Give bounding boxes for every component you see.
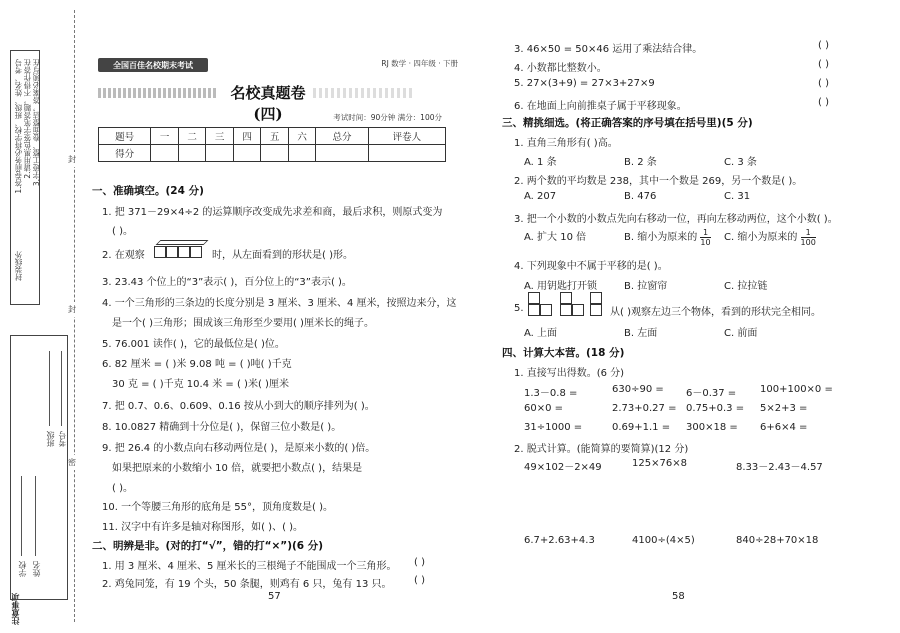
- question-9-line-2: 如果把原来的小数缩小 10 倍，就要把小数点( )，结果是: [112, 463, 363, 474]
- choice-3-option-b-text: B. 缩小为原来的: [624, 232, 698, 243]
- judge-4-answer[interactable]: ( ): [818, 59, 829, 70]
- question-6-line-2: 30 克 = ( )千克 10.4 米 = ( )米( )厘米: [112, 379, 289, 390]
- student-info-box: [10, 335, 68, 600]
- question-8: 8. 10.0827 精确到十分位是( )，保留三位小数是( )。: [102, 422, 342, 433]
- choice-2-option-b[interactable]: B. 476: [624, 191, 657, 202]
- exam-title: 名校真题卷(四): [230, 84, 306, 123]
- question-4-line-1: 4. 一个三角形的三条边的长度分别是 3 厘米、3 厘米、4 厘米，按照边来分，这: [102, 298, 457, 309]
- choice-3: 3. 把一个小数的小数点先向右移动一位，再向左移动两位，这个小数( )。: [514, 214, 838, 225]
- judge-2: 2. 鸡兔同笼，有 19 个头，50 条腿，则鸡有 6 只，兔有 13 只。: [102, 579, 392, 590]
- name-line: [35, 476, 36, 556]
- choice-4-option-b[interactable]: B. 拉窗帘: [624, 281, 668, 292]
- judge-5-answer[interactable]: ( ): [818, 78, 829, 89]
- seal-word-feng: 封: [68, 152, 76, 167]
- score-header: 二: [178, 128, 206, 145]
- score-row: [99, 145, 446, 162]
- question-10: 10. 一个等腰三角形的底角是 55°，顶角度数是( )。: [102, 502, 333, 513]
- section-1-title: 一、准确填空。(24 分): [92, 185, 204, 197]
- cube: [560, 292, 572, 304]
- fraction-numerator: 1: [700, 228, 710, 238]
- cube: [190, 246, 202, 258]
- choice-1-option-c[interactable]: C. 3 条: [724, 157, 757, 168]
- choice-5-option-a[interactable]: A. 上面: [524, 328, 558, 339]
- score-header: 三: [206, 128, 234, 145]
- fraction-one-hundredth: [801, 228, 816, 247]
- question-11: 11. 汉字中有许多是轴对称图形，如( )、( )。: [102, 522, 304, 533]
- score-table: [98, 127, 446, 162]
- calc-item: 60×0 =: [524, 403, 564, 414]
- fraction-denominator: 100: [800, 237, 816, 247]
- choice-1: 1. 直角三角形有( )高。: [514, 138, 618, 149]
- fraction-one-tenth: [700, 228, 710, 247]
- notice-line-1: 1.答卷前务必将学校、班级、姓名、考号: [14, 59, 23, 194]
- judge-1-answer[interactable]: ( ): [414, 557, 425, 568]
- judge-3: 3. 46×50 = 50×46 运用了乘法结合律。: [514, 44, 703, 55]
- score-header: 总分: [316, 128, 368, 145]
- question-3: 3. 23.43 个位上的“3”表示( )，百分位上的“3”表示( )。: [102, 277, 352, 288]
- fraction-denominator: 10: [700, 237, 711, 247]
- notice-line-2: 2.请用黑色签字笔答题，不得作答在: [23, 59, 32, 179]
- judge-1: 1. 用 3 厘米、4 厘米、5 厘米长的三根绳子不能围成一个三角形。: [102, 561, 397, 572]
- notice-line-3: 3.字迹工整、卷面整洁，答案必须写在: [32, 59, 41, 187]
- score-header: 六: [288, 128, 316, 145]
- choice-1-option-b[interactable]: B. 2 条: [624, 157, 657, 168]
- score-cell[interactable]: [233, 145, 261, 162]
- score-cell[interactable]: [178, 145, 206, 162]
- three-objects-figure: [528, 290, 608, 318]
- score-header: 题号: [99, 128, 151, 145]
- calc-item: 630÷90 =: [612, 384, 664, 395]
- question-1-line-2: ( )。: [112, 226, 133, 237]
- question-9-line-1: 9. 把 26.4 的小数点向右移动两位是( )，是原来小数的( )倍。: [102, 443, 376, 454]
- choice-5-text: 从( )观察左边三个物体，看到的形状完全相同。: [610, 307, 821, 318]
- score-cell[interactable]: [261, 145, 289, 162]
- choice-5-number: 5.: [514, 303, 524, 314]
- cube: [528, 304, 540, 316]
- cube: [528, 292, 540, 304]
- score-header: 四: [233, 128, 261, 145]
- school-line: [21, 476, 22, 556]
- score-header: 五: [261, 128, 289, 145]
- score-cell[interactable]: [316, 145, 368, 162]
- judge-3-answer[interactable]: ( ): [818, 40, 829, 51]
- choice-3-option-b[interactable]: [624, 226, 711, 250]
- choice-4: 4. 下列现象中不属于平移的是( )。: [514, 261, 668, 272]
- cube: [590, 304, 602, 316]
- calc-item: 1.3－0.8 =: [524, 388, 578, 399]
- question-6-line-1: 6. 82 厘米 = ( )米 9.08 吨 = ( )吨( )千克: [102, 359, 292, 370]
- fraction-numerator: 1: [801, 228, 816, 238]
- cube-row-figure: [154, 240, 210, 262]
- judge-4: 4. 小数都比整数小。: [514, 63, 607, 74]
- choice-5-option-c[interactable]: C. 前面: [724, 328, 758, 339]
- seal-word-feng-2: 封: [68, 302, 76, 317]
- cube: [154, 246, 166, 258]
- calc-item: 6+6×4 =: [760, 422, 808, 433]
- question-2-text: 时，从左面看到的形状是( )形。: [212, 250, 353, 261]
- choice-3-option-c[interactable]: [724, 226, 816, 250]
- calc-item: 31÷1000 =: [524, 422, 583, 433]
- score-cell[interactable]: [288, 145, 316, 162]
- series-label: RJ 数学 · 四年级 · 下册: [381, 59, 458, 68]
- section-4-title: 四、计算大本营。(18 分): [502, 347, 625, 359]
- choice-3-option-c-text: C. 缩小为原来的: [724, 232, 798, 243]
- page-number-left: 57: [268, 591, 281, 602]
- question-2-prefix: 2. 在观察: [102, 250, 145, 261]
- score-header: 一: [151, 128, 179, 145]
- calc-item: 0.69+1.1 =: [612, 422, 671, 433]
- seal-word-mi: 密: [68, 455, 76, 470]
- calc-item: 0.75+0.3 =: [686, 403, 745, 414]
- score-header-row: [99, 128, 446, 145]
- calc-expression: 125×76×8: [632, 458, 687, 469]
- calc-item: 2.73+0.27 =: [612, 403, 677, 414]
- title-bar-right: [313, 88, 413, 98]
- calc-item: 300×18 =: [686, 422, 738, 433]
- cube-top-face: [156, 240, 209, 245]
- question-1-line-1: 1. 把 371－29×4÷2 的运算顺序改变成先求差和商，最后求积，则原式变为: [102, 207, 443, 218]
- title-bar-left: [98, 88, 218, 98]
- calc-expression: 8.33－2.43－4.57: [736, 462, 823, 473]
- judge-6-answer[interactable]: ( ): [818, 97, 829, 108]
- field-name: 姓名: [32, 561, 41, 577]
- calc-expression: 840÷28+70×18: [736, 535, 819, 546]
- score-cell[interactable]: [151, 145, 179, 162]
- calc-2-title: 2. 脱式计算。(能简算的要简算)(12 分): [514, 444, 689, 455]
- section-2-title: 二、明辨是非。(对的打“√”，错的打“×”)(6 分): [92, 540, 324, 552]
- time-info: 考试时间：90分钟 满分：100分: [333, 113, 442, 122]
- cube: [540, 304, 552, 316]
- choice-2-option-a[interactable]: A. 207: [524, 191, 557, 202]
- notice-line-1b: 封装线外: [14, 251, 23, 281]
- choice-5-option-b[interactable]: B. 左面: [624, 328, 658, 339]
- field-exam-number: 考号: [58, 431, 67, 447]
- cube: [590, 292, 602, 304]
- cube: [166, 246, 178, 258]
- notice-title: 注意事项: [11, 593, 20, 625]
- choice-2-option-c[interactable]: C. 31: [724, 191, 751, 202]
- question-4-line-2: 是一个( )三角形；围成该三角形至少要用( )厘米长的绳子。: [112, 318, 374, 329]
- cube: [572, 304, 584, 316]
- question-7: 7. 把 0.7、0.6、0.609、0.16 按从小到大的顺序排列为( )。: [102, 401, 375, 412]
- page-58: [502, 0, 880, 633]
- field-school: 学校: [18, 561, 27, 577]
- exam-number-line: [61, 351, 62, 426]
- calc-expression: 6.7+2.63+4.3: [524, 535, 595, 546]
- score-cell[interactable]: [368, 145, 445, 162]
- judge-5: 5. 27×(3+9) = 27×3+27×9: [514, 78, 655, 89]
- calc-expression: 4100÷(4×5): [632, 535, 695, 546]
- choice-4-option-a[interactable]: A. 用钥匙打开锁: [524, 281, 598, 292]
- cube: [178, 246, 190, 258]
- judge-6: 6. 在地面上向前推桌子属于平移现象。: [514, 101, 687, 112]
- brand-banner: 全国百佳名校期末考试: [98, 58, 208, 72]
- calc-1-title: 1. 直接写出得数。(6 分): [514, 368, 625, 379]
- question-5: 5. 76.001 读作( )，它的最低位是( )位。: [102, 339, 285, 350]
- page-number-right: 58: [672, 591, 685, 602]
- section-3-title: 三、精挑细选。(将正确答案的序号填在括号里)(5 分): [502, 117, 753, 129]
- class-line: [49, 351, 50, 426]
- score-cell[interactable]: [206, 145, 234, 162]
- score-row-label: 得分: [99, 145, 151, 162]
- calc-item: 6－0.37 =: [686, 388, 737, 399]
- judge-2-answer[interactable]: ( ): [414, 575, 425, 586]
- binding-strip: [0, 0, 84, 633]
- choice-4-option-c[interactable]: C. 拉拉链: [724, 281, 768, 292]
- question-9-line-3: ( )。: [112, 483, 133, 494]
- choice-3-option-a[interactable]: A. 扩大 10 倍: [524, 232, 587, 243]
- cube: [560, 304, 572, 316]
- score-header: 评卷人: [368, 128, 445, 145]
- choice-1-option-a[interactable]: A. 1 条: [524, 157, 557, 168]
- choice-2: 2. 两个数的平均数是 238，其中一个数是 269，另一个数是( )。: [514, 176, 803, 187]
- field-class: 班级: [46, 431, 55, 447]
- calc-item: 5×2+3 =: [760, 403, 808, 414]
- calc-item: 100+100×0 =: [760, 384, 833, 395]
- calc-expression: 49×102－2×49: [524, 462, 602, 473]
- page-57: [88, 0, 462, 633]
